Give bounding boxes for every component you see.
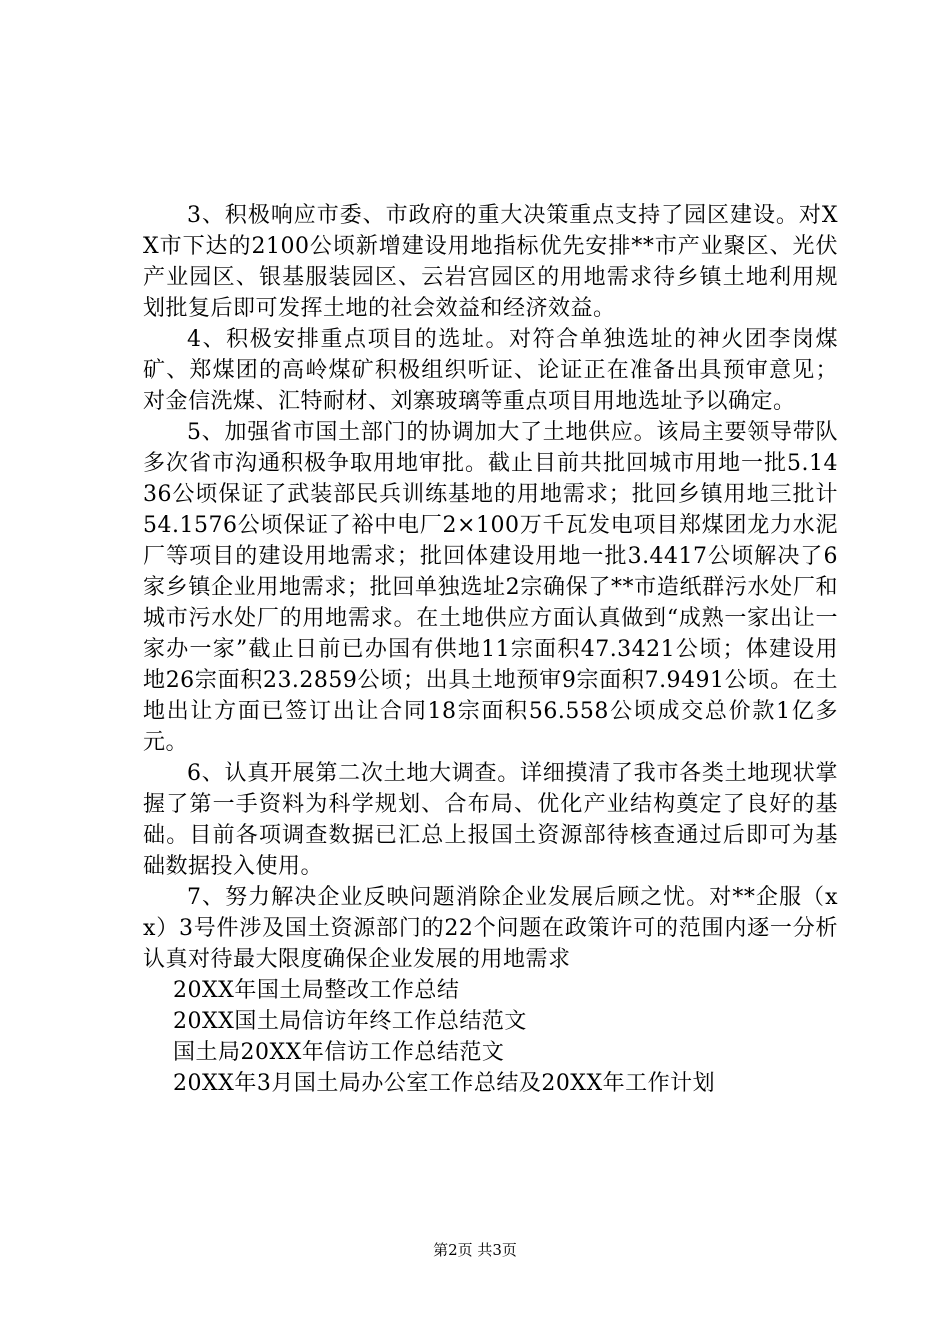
related-link-3[interactable]: 国土局20XX年信访工作总结范文 bbox=[173, 1040, 505, 1065]
paragraph-3: 3、积极响应市委、市政府的重大决策重点支持了园区建设。对XX市下达的2100公顷新增建设用地指标优先安排**市产业聚区、光伏产业园区、银基服装园区、云岩宫园区的用地需求待乡镇土地利用规划批复后即可发挥土地的社会效益和经济效益。 bbox=[143, 203, 838, 321]
related-link-4[interactable]: 20XX年3月国土局办公室工作总结及20XX年工作计划 bbox=[173, 1071, 716, 1096]
related-link-2[interactable]: 20XX国土局信访年终工作总结范文 bbox=[173, 1009, 527, 1034]
document-body bbox=[143, 200, 838, 1099]
paragraph-6: 6、认真开展第二次土地大调查。详细摸清了我市各类土地现状掌握了第一手资料为科学规划、合布局、优化产业结构奠定了良好的基础。目前各项调查数据已汇总上报国土资源部待核查通过后即可为基础数据投入使用。 bbox=[143, 761, 838, 879]
paragraph-4: 4、积极安排重点项目的选址。对符合单独选址的神火团李岗煤矿、郑煤团的高岭煤矿积极组织听证、论证正在准备出具预审意见；对金信洗煤、汇特耐材、刘寨玻璃等重点项目用地选址予以确定。 bbox=[143, 327, 838, 414]
page-number: 第2页 共3页 bbox=[433, 1241, 517, 1259]
paragraph-7: 7、努力解决企业反映问题消除企业发展后顾之忧。对**企服（xx）3号件涉及国土资源部门的22个问题在政策许可的范围内逐一分析认真对待最大限度确保企业发展的用地需求 bbox=[143, 885, 838, 972]
paragraph-5: 5、加强省市国土部门的协调加大了土地供应。该局主要领导带队多次省市沟通积极争取用地审批。截止目前共批回城市用地一批5.1436公顷保证了武装部民兵训练基地的用地需求；批回乡镇用地三批计54.1576公顷保证了裕中电厂2×100万千瓦发电项目郑煤团龙力水泥厂等项目的建设用地需求；批回体建设用地一批3.4417公顷解决了6家乡镇企业用地需求；批回单独选址2宗确保了**市造纸群污水处厂和城市污水处厂的用地需求。在土地供应方面认真做到“成熟一家出让一家办一家”截止日前已办国有供地11宗面积47.3421公顷；体建设用地26宗面积23.2859公顷；出具土地预审9宗面积7.9491公顷。在土地出让方面已签订出让合同18宗面积56.558公顷成交总价款1亿多元。 bbox=[143, 420, 838, 755]
related-link-1[interactable]: 20XX年国土局整改工作总结 bbox=[173, 978, 460, 1003]
related-links bbox=[143, 975, 838, 1099]
